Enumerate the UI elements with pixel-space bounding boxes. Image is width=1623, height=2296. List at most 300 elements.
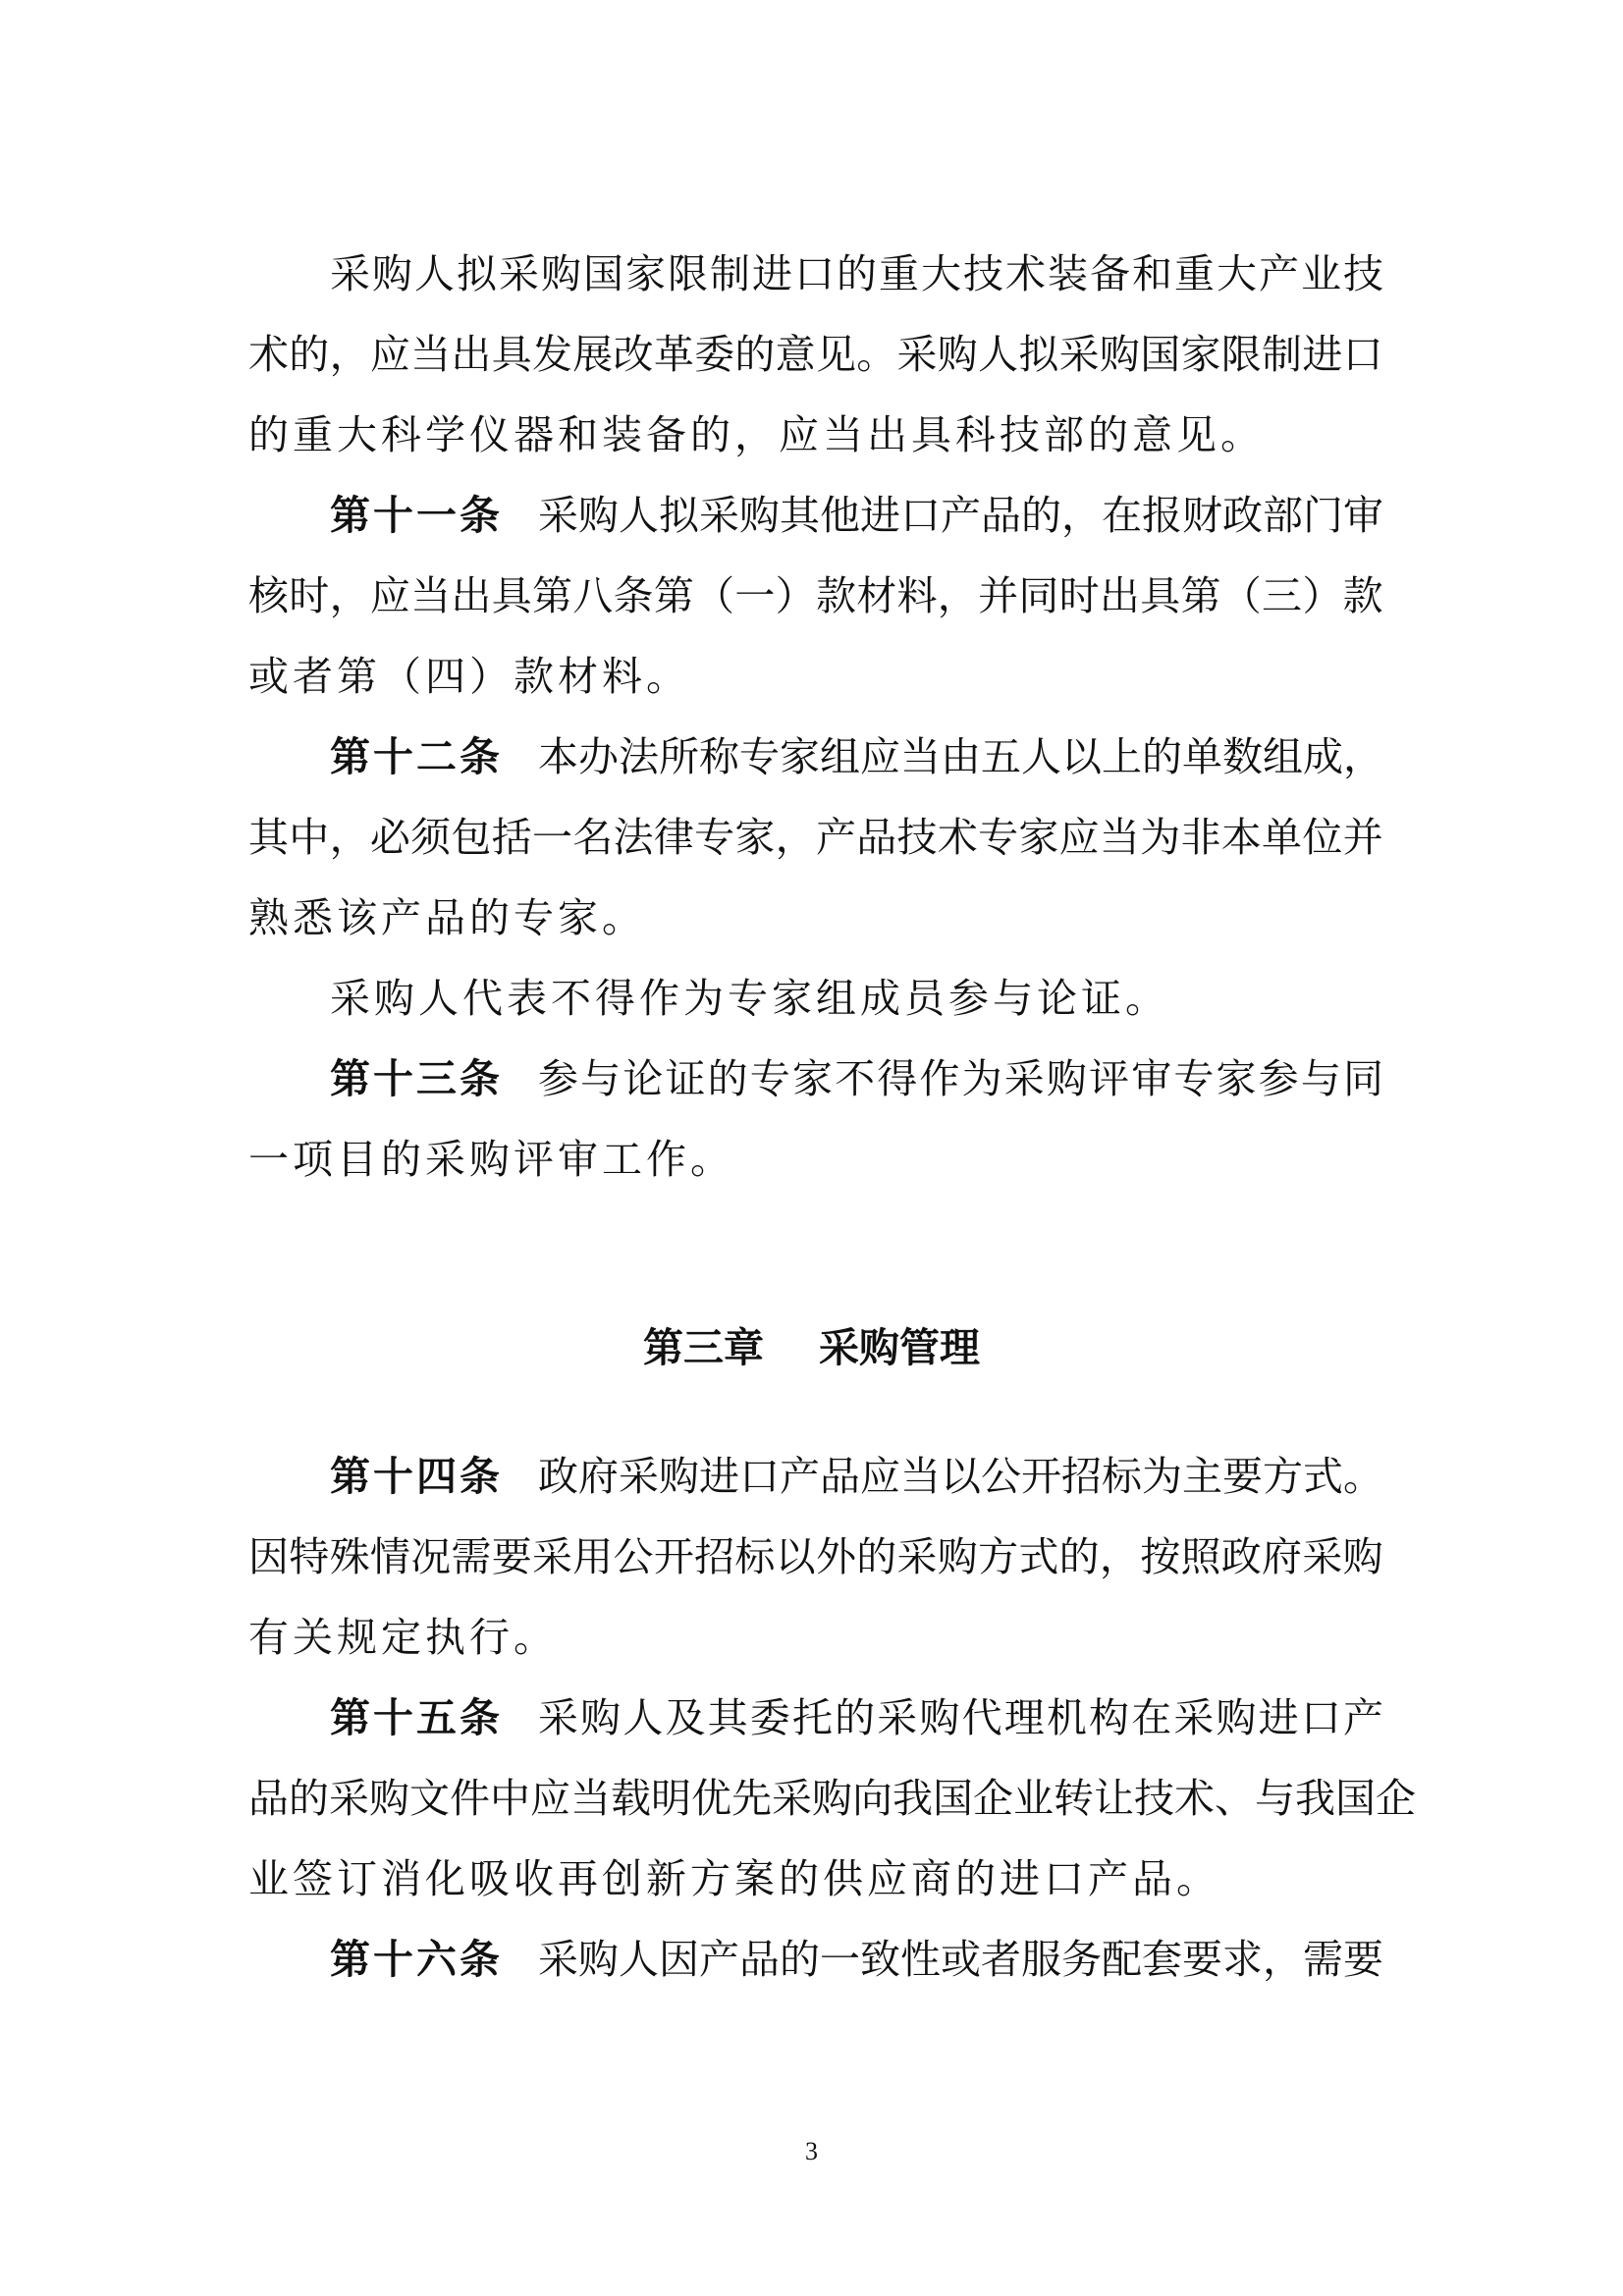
glyph: 产 <box>699 1936 739 1983</box>
glyph: 出 <box>1099 572 1140 619</box>
glyph: 标 <box>734 1533 776 1580</box>
text-line <box>248 566 1383 625</box>
glyph: 需 <box>451 1533 492 1580</box>
glyph: 政 <box>1220 1533 1262 1580</box>
glyph: 包 <box>451 814 492 861</box>
glyph: 技 <box>896 814 938 861</box>
glyph: 条 <box>613 572 654 619</box>
glyph: 论 <box>622 1055 664 1102</box>
glyph: 公 <box>613 1533 654 1580</box>
glyph: 国 <box>583 250 623 297</box>
article-15-first-line <box>330 1688 1383 1747</box>
glyph: 采 <box>1173 1694 1215 1741</box>
glyph: ， <box>329 331 370 378</box>
glyph: 购 <box>659 1453 699 1500</box>
glyph: 家 <box>780 733 820 780</box>
glyph: 拟 <box>1018 331 1059 378</box>
glyph: 购 <box>372 250 412 297</box>
glyph: 专 <box>694 814 735 861</box>
glyph: 采 <box>1058 331 1100 378</box>
glyph: 式 <box>1303 1453 1343 1500</box>
glyph: 购 <box>1216 1694 1257 1741</box>
glyph: 按 <box>1140 1533 1181 1580</box>
glyph: 采 <box>538 492 578 539</box>
glyph: ） <box>1302 572 1343 619</box>
article-14-first-line <box>330 1447 1383 1506</box>
glyph: 术 <box>937 814 978 861</box>
text-line: 业签订消化吸收再创新方案的供应商的进口产品。 <box>248 1855 1220 1902</box>
glyph: 人 <box>414 250 455 297</box>
glyph: 向 <box>852 1775 893 1822</box>
glyph: 业 <box>1301 250 1341 297</box>
glyph: ， <box>329 814 370 861</box>
glyph: 当 <box>1099 814 1140 861</box>
article-12-first-line <box>330 727 1383 786</box>
glyph: 方 <box>1263 1453 1303 1500</box>
glyph: 进 <box>752 250 792 297</box>
glyph: 第 <box>531 572 572 619</box>
article-label: 第十三条 <box>330 1055 503 1102</box>
glyph: 五 <box>981 733 1021 780</box>
glyph: 八 <box>572 572 614 619</box>
glyph: （ <box>1220 572 1262 619</box>
glyph: 限 <box>668 250 708 297</box>
glyph: 人 <box>1021 733 1061 780</box>
glyph: 单 <box>1182 733 1222 780</box>
glyph: 大 <box>1217 250 1257 297</box>
glyph: ， <box>937 572 978 619</box>
glyph: 与 <box>1300 1055 1341 1102</box>
glyph: 家 <box>1180 331 1221 378</box>
glyph: 品 <box>856 814 897 861</box>
glyph: 门 <box>1303 492 1343 539</box>
glyph: 款 <box>815 572 856 619</box>
glyph: 载 <box>611 1775 651 1822</box>
glyph: 技 <box>1134 1775 1174 1822</box>
article-16-first-line <box>330 1930 1383 1989</box>
glyph: 同 <box>1342 1055 1383 1102</box>
glyph: 装 <box>1048 250 1088 297</box>
glyph: 采 <box>1302 1533 1343 1580</box>
glyph: 办 <box>578 733 619 780</box>
glyph: 与 <box>580 1055 622 1102</box>
glyph: 购 <box>578 1936 619 1983</box>
page-number: 3 <box>805 2137 818 2165</box>
glyph: 材 <box>856 572 897 619</box>
glyph: 须 <box>410 814 452 861</box>
glyph: 发 <box>531 331 572 378</box>
glyph: 配 <box>1102 1936 1142 1983</box>
glyph: 应 <box>369 572 410 619</box>
glyph: 得 <box>877 1055 918 1102</box>
glyph: 和 <box>1132 250 1172 297</box>
glyph: 展 <box>572 331 614 378</box>
glyph: 参 <box>538 1055 578 1102</box>
glyph: 转 <box>1054 1775 1094 1822</box>
text-line <box>538 1447 1383 1506</box>
glyph: 外 <box>815 1533 856 1580</box>
glyph: 采 <box>329 1775 369 1822</box>
glyph: 采 <box>699 492 739 539</box>
glyph: 因 <box>659 1936 699 1983</box>
article-13-first-line <box>330 1049 1383 1108</box>
glyph: 革 <box>653 331 694 378</box>
glyph: 需 <box>1303 1936 1343 1983</box>
glyph: 组 <box>820 733 860 780</box>
glyph: 购 <box>937 1533 978 1580</box>
glyph: ， <box>1343 733 1383 780</box>
glyph: 报 <box>1142 492 1182 539</box>
chapter-number: 第三章 <box>643 1324 764 1371</box>
glyph: 套 <box>1142 1936 1182 1983</box>
glyph: 的 <box>1058 1533 1100 1580</box>
glyph: 品 <box>739 1936 780 1983</box>
glyph: 具 <box>1140 572 1181 619</box>
glyph: 见 <box>815 331 856 378</box>
glyph: 方 <box>978 1533 1019 1580</box>
glyph: 评 <box>1089 1055 1130 1102</box>
glyph: 以 <box>775 1533 816 1580</box>
glyph: 一 <box>531 814 572 861</box>
glyph: 第 <box>1180 572 1221 619</box>
glyph: 专 <box>749 1055 790 1102</box>
glyph: 性 <box>900 1936 941 1983</box>
glyph: 采 <box>330 250 370 297</box>
glyph: 大 <box>921 250 961 297</box>
glyph: 中 <box>289 814 330 861</box>
glyph: 要 <box>1222 1453 1263 1500</box>
glyph: 称 <box>699 733 739 780</box>
glyph: 国 <box>1335 1775 1376 1822</box>
glyph: 进 <box>860 492 900 539</box>
glyph: 要 <box>1182 1936 1222 1983</box>
glyph: ） <box>775 572 816 619</box>
glyph: 中 <box>490 1775 530 1822</box>
glyph: 当 <box>410 572 452 619</box>
glyph: 采 <box>772 1775 812 1822</box>
glyph: 其 <box>707 1694 748 1741</box>
glyph: 政 <box>1222 492 1263 539</box>
glyph: 财 <box>1182 492 1222 539</box>
text-line: 采购人代表不得作为专家组成员参与论证。 <box>330 975 1169 1022</box>
glyph: 应 <box>860 1453 900 1500</box>
glyph: 业 <box>1013 1775 1054 1822</box>
text-line: 或者第（四）款材料。 <box>248 653 690 700</box>
glyph: 款 <box>1342 572 1383 619</box>
glyph: 重 <box>1174 250 1215 297</box>
glyph: 要 <box>491 1533 532 1580</box>
glyph: 具 <box>491 331 532 378</box>
glyph: 并 <box>978 572 1019 619</box>
glyph: 时 <box>289 572 330 619</box>
glyph: 与 <box>1255 1775 1295 1822</box>
glyph: ， <box>1263 1936 1303 1983</box>
glyph: 术 <box>1174 1775 1215 1822</box>
glyph: 产 <box>780 1453 820 1500</box>
glyph: 成 <box>1303 733 1343 780</box>
glyph: 采 <box>877 1694 918 1741</box>
glyph: 必 <box>369 814 410 861</box>
glyph: 括 <box>491 814 532 861</box>
glyph: 购 <box>580 1694 622 1741</box>
glyph: ， <box>775 814 816 861</box>
glyph: 制 <box>1262 331 1303 378</box>
glyph: 当 <box>570 1775 611 1822</box>
chapter-title: 采购管理 <box>819 1324 980 1371</box>
glyph: 特 <box>289 1533 330 1580</box>
glyph: 务 <box>1061 1936 1102 1983</box>
glyph: 制 <box>710 250 750 297</box>
glyph: 府 <box>1262 1533 1303 1580</box>
glyph: 府 <box>578 1453 619 1500</box>
glyph: 作 <box>919 1055 960 1102</box>
glyph: 企 <box>973 1775 1013 1822</box>
glyph: 购 <box>739 492 780 539</box>
glyph: 进 <box>699 1453 739 1500</box>
glyph: 应 <box>860 733 900 780</box>
glyph: 产 <box>1259 250 1299 297</box>
glyph: 技 <box>1343 250 1383 297</box>
glyph: 法 <box>619 733 659 780</box>
glyph: 一 <box>734 572 776 619</box>
text-line <box>248 1527 1383 1586</box>
glyph: 口 <box>739 1453 780 1500</box>
glyph: 当 <box>410 331 452 378</box>
glyph: 数 <box>1222 733 1263 780</box>
text-line: 有关规定执行。 <box>248 1614 558 1661</box>
text-line <box>248 325 1383 384</box>
glyph: 因 <box>248 1533 289 1580</box>
glyph: 者 <box>981 1936 1021 1983</box>
glyph: 国 <box>1140 331 1181 378</box>
glyph: 我 <box>893 1775 933 1822</box>
glyph: 部 <box>1263 492 1303 539</box>
glyph: 进 <box>1258 1694 1299 1741</box>
glyph: 的 <box>707 1055 748 1102</box>
glyph: 重 <box>879 250 919 297</box>
glyph: 人 <box>978 331 1019 378</box>
glyph: 以 <box>1061 733 1102 780</box>
glyph: 一 <box>820 1936 860 1983</box>
glyph: 名 <box>572 814 614 861</box>
text-line <box>538 727 1383 786</box>
glyph: 术 <box>1005 250 1046 297</box>
glyph: 时 <box>1058 572 1100 619</box>
text-line: 的重大科学仪器和装备的，应当出具科技部的意见。 <box>248 411 1265 458</box>
glyph: 意 <box>775 331 816 378</box>
glyph: 或 <box>941 1936 981 1983</box>
text-line <box>248 808 1383 867</box>
glyph: 参 <box>1258 1055 1299 1102</box>
glyph: 文 <box>409 1775 450 1822</box>
glyph: 品 <box>248 1775 289 1822</box>
glyph: 购 <box>1099 331 1140 378</box>
article-label: 第十四条 <box>330 1453 503 1500</box>
glyph: 改 <box>613 331 654 378</box>
glyph: 购 <box>1046 1055 1087 1102</box>
glyph: 出 <box>451 331 492 378</box>
text-line <box>538 1688 1383 1747</box>
glyph: 所 <box>659 733 699 780</box>
glyph: 。 <box>856 331 897 378</box>
glyph: 口 <box>1300 1694 1341 1741</box>
glyph: 采 <box>531 1533 572 1580</box>
glyph: 企 <box>1376 1775 1416 1822</box>
glyph: 品 <box>820 1453 860 1500</box>
glyph: 招 <box>694 1533 735 1580</box>
glyph: 家 <box>1216 1055 1257 1102</box>
glyph: 。 <box>1343 1453 1383 1500</box>
glyph: 审 <box>1131 1055 1172 1102</box>
glyph: 主 <box>1182 1453 1222 1500</box>
glyph: 拟 <box>659 492 699 539</box>
glyph: 托 <box>791 1694 833 1741</box>
glyph: ， <box>1061 492 1102 539</box>
chapter-heading <box>0 1318 1623 1377</box>
glyph: 情 <box>369 1533 410 1580</box>
glyph: 家 <box>791 1055 833 1102</box>
glyph: 口 <box>900 492 941 539</box>
glyph: 的 <box>289 1775 329 1822</box>
glyph: 公 <box>981 1453 1021 1500</box>
glyph: 采 <box>1003 1055 1045 1102</box>
glyph: 人 <box>619 1936 659 1983</box>
glyph: 服 <box>1021 1936 1061 1983</box>
glyph: 口 <box>794 250 835 297</box>
glyph: 明 <box>651 1775 691 1822</box>
glyph: 照 <box>1180 1533 1221 1580</box>
glyph: 备 <box>1090 250 1130 297</box>
glyph: 致 <box>860 1936 900 1983</box>
glyph: 机 <box>1046 1694 1087 1741</box>
glyph: 限 <box>1220 331 1262 378</box>
article-label: 第十二条 <box>330 733 503 780</box>
glyph: 让 <box>1094 1775 1134 1822</box>
glyph: 应 <box>1058 814 1100 861</box>
glyph: 的 <box>856 1533 897 1580</box>
glyph: 专 <box>978 814 1019 861</box>
glyph: 具 <box>491 572 532 619</box>
glyph: 为 <box>961 1055 1002 1102</box>
glyph: 产 <box>1342 1694 1383 1741</box>
glyph: 采 <box>896 331 938 378</box>
text-line <box>248 1769 1416 1828</box>
glyph: 求 <box>1222 1936 1263 1983</box>
article-label: 第十六条 <box>330 1936 503 1983</box>
glyph: 家 <box>1018 814 1059 861</box>
glyph: 先 <box>731 1775 772 1822</box>
glyph: 为 <box>1140 814 1181 861</box>
glyph: 口 <box>1342 331 1383 378</box>
glyph: 的 <box>780 1936 820 1983</box>
glyph: 出 <box>451 572 492 619</box>
glyph: 采 <box>499 250 539 297</box>
glyph: 由 <box>941 733 981 780</box>
glyph: 及 <box>665 1694 706 1741</box>
glyph: 要 <box>1343 1936 1383 1983</box>
glyph: 购 <box>919 1694 960 1741</box>
glyph: 开 <box>653 1533 694 1580</box>
text-line <box>538 1049 1383 1108</box>
glyph: 人 <box>619 492 659 539</box>
glyph: 政 <box>538 1453 578 1500</box>
glyph: 委 <box>694 331 735 378</box>
glyph: 法 <box>613 814 654 861</box>
glyph: 构 <box>1089 1694 1130 1741</box>
glyph: 的 <box>1021 492 1061 539</box>
glyph: 委 <box>749 1694 790 1741</box>
glyph: 采 <box>896 1533 938 1580</box>
glyph: 标 <box>1102 1453 1142 1500</box>
glyph: 采 <box>538 1694 578 1741</box>
glyph: 的 <box>734 331 776 378</box>
glyph: 以 <box>941 1453 981 1500</box>
glyph: 的 <box>1142 733 1182 780</box>
glyph: 技 <box>963 250 1003 297</box>
glyph: 人 <box>622 1694 664 1741</box>
glyph: 采 <box>538 1936 578 1983</box>
glyph: 国 <box>933 1775 973 1822</box>
glyph: 单 <box>1262 814 1303 861</box>
glyph: 用 <box>572 1533 614 1580</box>
glyph: 本 <box>1220 814 1262 861</box>
glyph: ， <box>329 572 370 619</box>
glyph: 产 <box>815 814 856 861</box>
text-line <box>330 244 1383 303</box>
glyph: 料 <box>896 572 938 619</box>
article-label: 第十五条 <box>330 1694 503 1741</box>
glyph: 家 <box>625 250 666 297</box>
glyph: 招 <box>1061 1453 1102 1500</box>
glyph: 审 <box>1343 492 1383 539</box>
glyph: 产 <box>941 492 981 539</box>
glyph: 拟 <box>457 250 497 297</box>
glyph: 代 <box>961 1694 1002 1741</box>
text-line: 一项目的采购评审工作。 <box>248 1136 734 1183</box>
glyph: 采 <box>619 1453 659 1500</box>
glyph: 核 <box>248 572 289 619</box>
article-label: 第十一条 <box>330 492 503 539</box>
glyph: 第 <box>653 572 694 619</box>
glyph: 他 <box>820 492 860 539</box>
glyph: 况 <box>410 1533 452 1580</box>
glyph: 理 <box>1003 1694 1045 1741</box>
glyph: 位 <box>1302 814 1343 861</box>
text-line <box>538 1930 1383 1989</box>
glyph: 应 <box>530 1775 570 1822</box>
glyph: 购 <box>812 1775 852 1822</box>
glyph: 专 <box>1173 1055 1215 1102</box>
glyph: 并 <box>1342 814 1383 861</box>
glyph: 其 <box>248 814 289 861</box>
glyph: 证 <box>665 1055 706 1102</box>
glyph: ， <box>1099 1533 1140 1580</box>
glyph: 开 <box>1021 1453 1061 1500</box>
glyph: 购 <box>369 1775 409 1822</box>
glyph: 优 <box>691 1775 731 1822</box>
glyph: 购 <box>578 492 619 539</box>
glyph: 购 <box>1342 1533 1383 1580</box>
glyph: 其 <box>780 492 820 539</box>
glyph: 、 <box>1215 1775 1255 1822</box>
glyph: 件 <box>450 1775 490 1822</box>
glyph: 术 <box>248 331 289 378</box>
glyph: 律 <box>653 814 694 861</box>
glyph: 进 <box>1302 331 1343 378</box>
glyph: 不 <box>835 1055 876 1102</box>
glyph: （ <box>694 572 735 619</box>
glyph: 家 <box>734 814 776 861</box>
